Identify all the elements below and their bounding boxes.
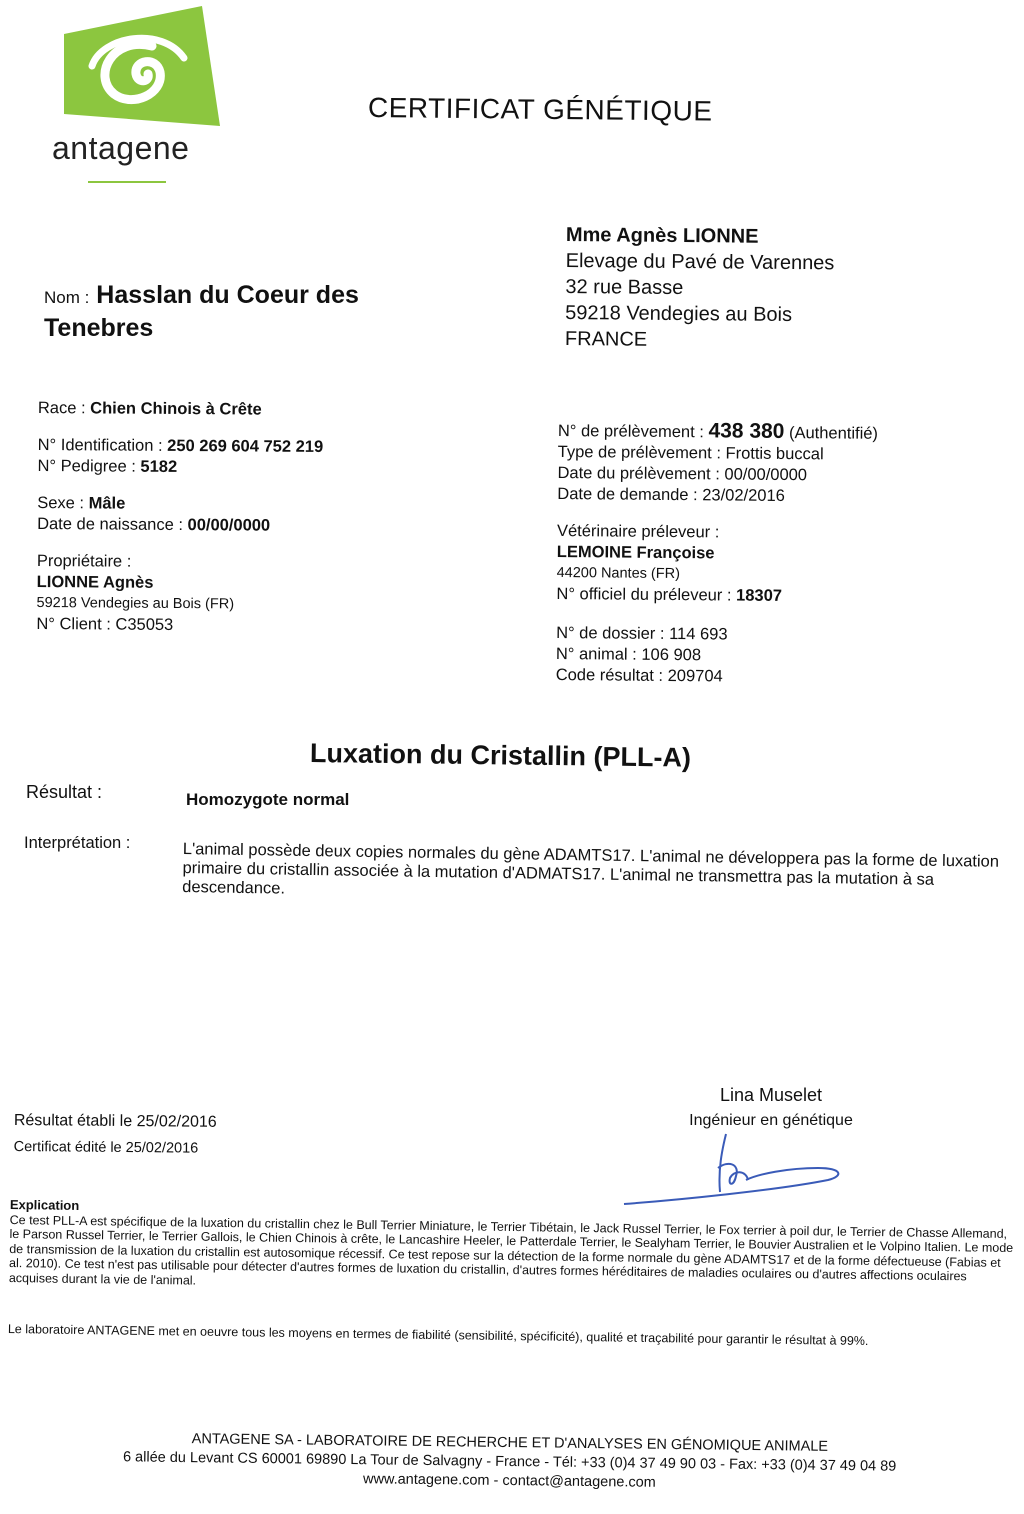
animal-number-row bbox=[556, 644, 876, 668]
signer-name: Lina Muselet bbox=[719, 1085, 823, 1105]
sex-value: Mâle bbox=[88, 494, 126, 513]
sample-note: (Authentifié) bbox=[788, 424, 879, 443]
recipient-country: FRANCE bbox=[564, 327, 648, 351]
request-date-label: Date de demande : bbox=[557, 484, 698, 505]
result-value: Homozygote normal bbox=[186, 790, 350, 809]
result-code-value: 209704 bbox=[667, 666, 723, 686]
sample-number: 438 380 bbox=[708, 419, 785, 443]
lab-reliability-note: Le laboratoire ANTAGENE met en oeuvre tous les moyens en termes de fiabilité (sensibilité, spécificité), qualité et traçabilité pour garantir le résultat à 99%. bbox=[7, 1322, 869, 1349]
pedigree-value: 5182 bbox=[140, 457, 178, 476]
interpretation-label: Interprétation : bbox=[24, 834, 131, 852]
test-title: Luxation du Cristallin (PLL-A) bbox=[309, 738, 692, 773]
signer-block bbox=[676, 1082, 866, 1134]
explanation-text: Ce test PLL-A est spécifique de la luxation du cristallin chez le Bull Terrier Miniature, le Terrier Tibétain, le Jack Russel Terrier, le Fox terrier à poil dur, le Terrier de Chasse Allemand, le Parson Russel Terrier, le Terrier Gallois, le Chien Chinois à crête, le Lancashire Heeler, le Patterdale Terrier, le Sealyham Terrier, le Bouvier Australien et le Volpino Italien. Le mode de transmission de la luxation du cristallin est autosomique récessif. Ce test repose sur la détection de la forme normale du gène ADAMTS17 et de la forme défectueuse (Fabias et al. 2010). Ce test n'est pas utilisable pour détecter d'autres formes de luxation du cristallin, d'autres formes héréditaires de maladies oculaires ou d'autres affections oculaires acquises durant la vie de l'animal. bbox=[8, 1212, 1014, 1288]
sex-label: Sexe : bbox=[37, 493, 85, 513]
animal-number-value: 106 908 bbox=[641, 645, 702, 665]
signer-role: Ingénieur en génétique bbox=[689, 1112, 853, 1129]
sample-type-label: Type de prélèvement : bbox=[557, 442, 722, 463]
owner-city: 59218 Vendegies au Bois (FR) bbox=[36, 594, 235, 613]
dob-row bbox=[37, 514, 323, 537]
animal-name-label: Nom : bbox=[44, 288, 90, 307]
explanation-heading: Explication bbox=[9, 1197, 80, 1213]
recipient-line2: 32 rue Basse bbox=[565, 275, 684, 300]
issue-dates bbox=[14, 1108, 217, 1162]
recipient-line3: 59218 Vendegies au Bois bbox=[565, 301, 793, 326]
sample-date-row bbox=[557, 463, 877, 487]
sample-label: N° de prélèvement : bbox=[557, 421, 704, 442]
certificate-edited-date: Certificat édité le 25/02/2016 bbox=[13, 1138, 199, 1157]
pedigree-label: N° Pedigree : bbox=[37, 456, 136, 476]
animal-details bbox=[36, 398, 323, 637]
client-row bbox=[36, 614, 322, 637]
footer-address: 6 allée du Levant CS 60001 69890 La Tour de Salvagny - France - Tél: +33 (0)4 37 49 90 03 - Fax: +33 (0)4 37 49 04 89 bbox=[122, 1449, 897, 1475]
recipient-address bbox=[565, 222, 835, 354]
result-code-row bbox=[556, 665, 876, 689]
file-row bbox=[556, 623, 876, 647]
vet-name: LEMOINE Françoise bbox=[556, 542, 715, 563]
vet-city: 44200 Nantes (FR) bbox=[556, 564, 681, 583]
footer-website: www.antagene.com - contact@antagene.com bbox=[362, 1471, 656, 1491]
sample-date-value: 00/00/0000 bbox=[724, 465, 808, 485]
animal-name-block bbox=[44, 280, 424, 344]
vet-number-row bbox=[556, 584, 876, 608]
vet-number-label: N° officiel du préleveur : bbox=[556, 584, 732, 605]
animal-name: Hasslan du Coeur des Tenebres bbox=[44, 281, 359, 342]
pedigree-row bbox=[37, 456, 323, 479]
certificate-title: CERTIFICAT GÉNÉTIQUE bbox=[367, 92, 713, 127]
identification-label: N° Identification : bbox=[37, 435, 163, 455]
animal-number-label: N° animal : bbox=[555, 644, 637, 664]
request-date-row bbox=[557, 484, 877, 508]
file-label: N° de dossier : bbox=[556, 623, 665, 643]
owner-name: LIONNE Agnès bbox=[36, 572, 154, 592]
interpretation-text: L'animal possède deux copies normales du gène ADAMTS17. L'animal ne développera pas la forme de luxation primaire du cristallin associée à la mutation d'ADMATS17. L'animal ne transmettra pas la mutation à sa descendance. bbox=[182, 840, 1000, 898]
recipient-name: Mme Agnès LIONNE bbox=[565, 223, 759, 248]
owner-label: Propriétaire : bbox=[36, 551, 132, 571]
recipient-line1: Elevage du Pavé de Varennes bbox=[565, 249, 835, 275]
vet-label: Vétérinaire préleveur : bbox=[556, 521, 720, 542]
race-label: Race : bbox=[37, 398, 86, 418]
sample-date-label: Date du prélèvement : bbox=[557, 463, 720, 484]
race-row bbox=[38, 398, 324, 421]
logo-underline bbox=[88, 181, 166, 183]
dob-label: Date de naissance : bbox=[37, 514, 184, 535]
logo-wordmark: antagene bbox=[52, 130, 190, 166]
identification-row bbox=[38, 435, 324, 458]
signature bbox=[618, 1130, 848, 1210]
sex-row bbox=[37, 493, 323, 516]
sample-row bbox=[558, 418, 878, 445]
vet-number-value: 18307 bbox=[736, 586, 783, 605]
sample-type-value: Frottis buccal bbox=[725, 444, 824, 464]
sample-type-row bbox=[558, 442, 878, 466]
result-code-label: Code résultat : bbox=[555, 665, 664, 685]
footer bbox=[59, 1429, 960, 1497]
dob-value: 00/00/0000 bbox=[187, 516, 271, 535]
explanation bbox=[9, 1198, 1016, 1300]
result-label: Résultat : bbox=[26, 782, 103, 802]
result-established-date: Résultat établi le 25/02/2016 bbox=[13, 1111, 217, 1131]
file-value: 114 693 bbox=[669, 624, 728, 644]
race-value: Chien Chinois à Crête bbox=[90, 399, 262, 419]
identification-value: 250 269 604 752 219 bbox=[167, 436, 324, 456]
sample-details bbox=[556, 418, 878, 689]
client-label: N° Client : bbox=[36, 614, 111, 634]
request-date-value: 23/02/2016 bbox=[702, 486, 785, 505]
client-value: C35053 bbox=[115, 615, 174, 634]
footer-company: ANTAGENE SA - LABORATOIRE DE RECHERCHE ET D'ANALYSES EN GÉNOMIQUE ANIMALE bbox=[191, 1431, 829, 1455]
